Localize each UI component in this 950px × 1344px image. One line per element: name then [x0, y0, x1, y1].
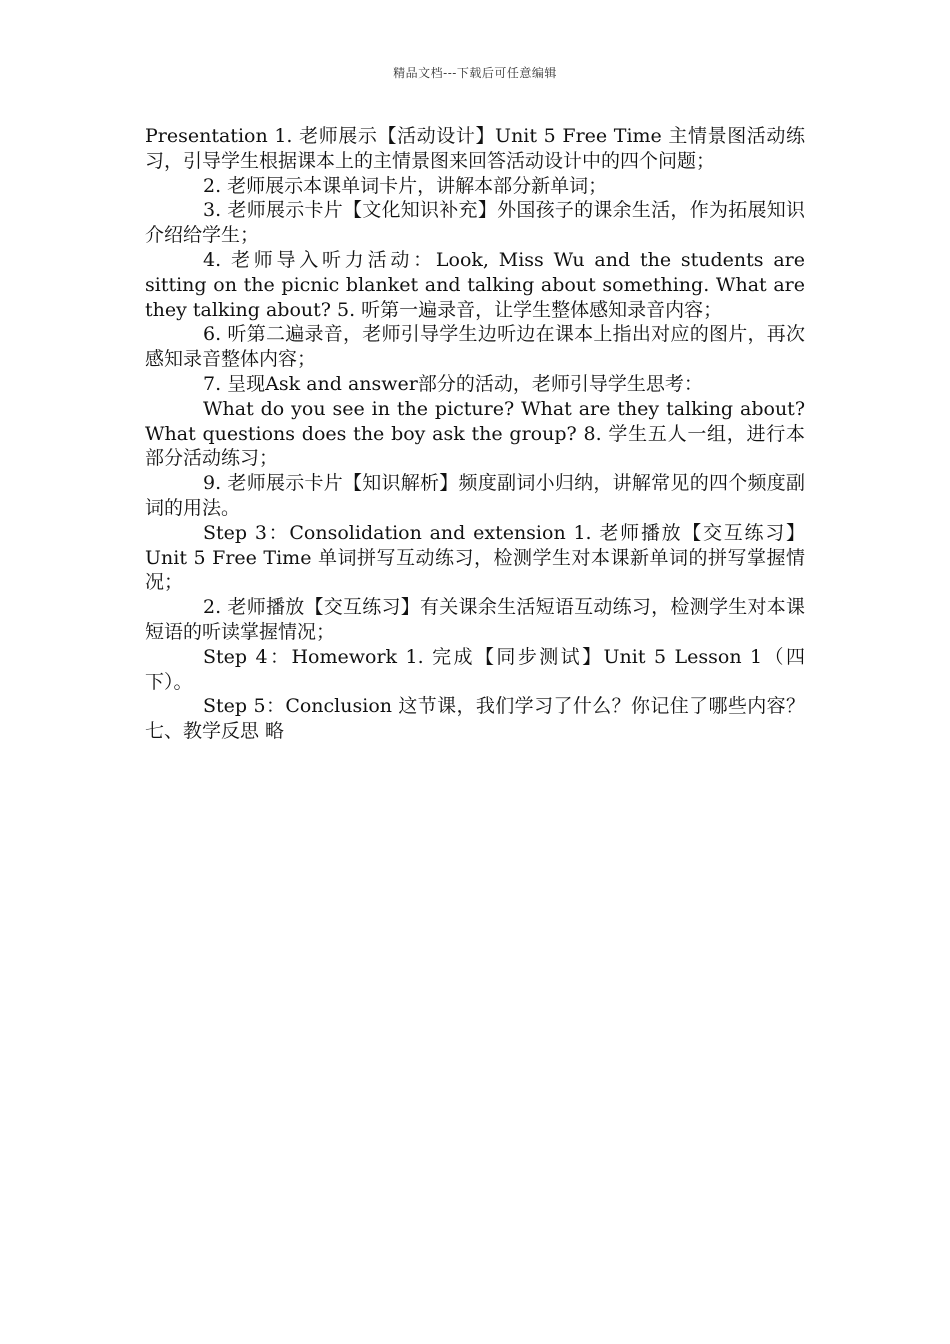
- paragraph-step-4-5: 4. 老师导入听力活动：Look, Miss Wu and the students are sitting on the picnic blanket and talking about something. What are they talking about? 5. 听第一遍录音，让学生整体感知录音内容；: [145, 248, 805, 321]
- paragraph-step-9: 9. 老师展示卡片【知识解析】频度副词小归纳，讲解常见的四个频度副词的用法。: [145, 472, 805, 519]
- paragraph-consolidation-2: 2. 老师播放【交互练习】有关课余生活短语互动练习，检测学生对本课短语的听读掌握情况；: [145, 596, 805, 643]
- paragraph-questions-step-8: What do you see in the picture? What are they talking about? What questions does the boy ask the group? 8. 学生五人一组，进行本部分活动练习；: [145, 397, 805, 470]
- paragraph-conclusion: Step 5：Conclusion 这节课，我们学习了什么？你记住了哪些内容？ 七、教学反思 略: [145, 695, 805, 743]
- paragraph-consolidation: Step 3：Consolidation and extension 1. 老师播放【交互练习】Unit 5 Free Time 单词拼写互动练习，检测学生对本课新单词的拼写掌握情况；: [145, 521, 805, 594]
- paragraph-step-3: 3. 老师展示卡片【文化知识补充】外国孩子的课余生活，作为拓展知识介绍给学生；: [145, 199, 805, 247]
- paragraph-step-6: 6. 听第二遍录音，老师引导学生边听边在课本上指出对应的图片，再次感知录音整体内容；: [145, 323, 805, 371]
- paragraph-step-2: 2. 老师展示本课单词卡片，讲解本部分新单词；: [203, 174, 608, 197]
- page-header: 精品文档---下载后可任意编辑: [393, 66, 557, 80]
- paragraph-presentation: Presentation 1. 老师展示【活动设计】Unit 5 Free Time 主情景图活动练习，引导学生根据课本上的主情景图来回答活动设计中的四个问题；: [145, 125, 805, 172]
- document-body: [145, 124, 805, 744]
- paragraph-step-7: 7. 呈现Ask and answer部分的活动，老师引导学生思考：: [203, 372, 703, 395]
- paragraph-homework: Step 4：Homework 1. 完成【同步测试】Unit 5 Lesson 1（四下）。: [145, 645, 805, 693]
